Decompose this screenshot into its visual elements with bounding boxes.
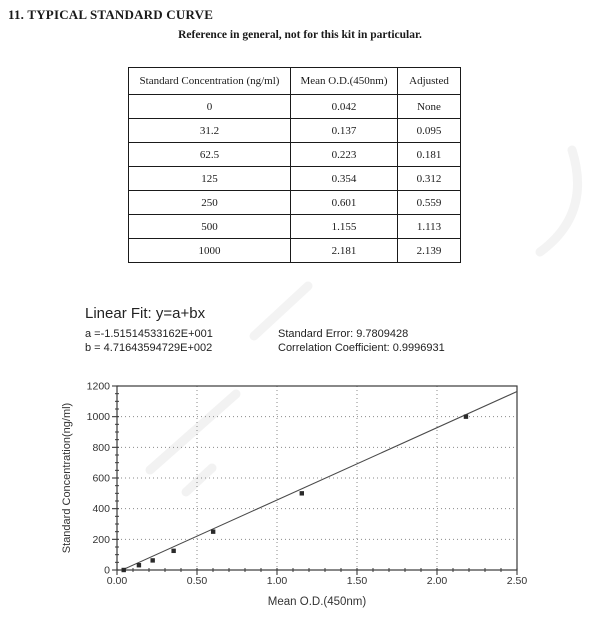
y-tick-label: 0	[104, 564, 110, 577]
table-cell: 500	[129, 215, 291, 239]
table-row	[129, 167, 461, 191]
reference-note: Reference in general, not for this kit in particular.	[178, 29, 422, 41]
section-heading: 11. TYPICAL STANDARD CURVE	[8, 7, 214, 22]
table-cell: 62.5	[129, 143, 291, 167]
data-point-marker	[137, 563, 141, 567]
table-cell: 0.559	[398, 191, 461, 215]
table-cell: 1.113	[398, 215, 461, 239]
table-cell: 0.095	[398, 119, 461, 143]
table-cell: 2.139	[398, 239, 461, 263]
table-cell: 0.223	[291, 143, 398, 167]
data-point-marker	[171, 549, 175, 553]
table-header-cell: Mean O.D.(450nm)	[291, 68, 398, 95]
table-cell: 0.354	[291, 167, 398, 191]
table-cell: 0.042	[291, 95, 398, 119]
fit-line	[122, 392, 517, 570]
linear-fit-title: Linear Fit: y=a+bx	[85, 305, 206, 322]
x-tick-label: 1.50	[346, 575, 368, 587]
table-row	[129, 143, 461, 167]
table-row	[129, 95, 461, 119]
standard-curve-table	[128, 67, 461, 263]
table-row	[129, 119, 461, 143]
x-tick-label: 0.50	[186, 575, 208, 587]
fit-correlation-coefficient: Correlation Coefficient: 0.9996931	[278, 342, 445, 354]
x-tick-label: 0.00	[106, 575, 128, 587]
table-cell: 0.312	[398, 167, 461, 191]
data-point-marker	[122, 568, 126, 572]
table-cell: 250	[129, 191, 291, 215]
y-tick-label: 800	[92, 441, 110, 454]
data-point-marker	[300, 491, 304, 495]
x-axis-label: Mean O.D.(450nm)	[267, 596, 367, 608]
table-header-row	[129, 68, 461, 95]
y-axis-label: Standard Concentration(ng/ml)	[61, 402, 73, 554]
data-point-marker	[150, 558, 154, 562]
table-cell: 1000	[129, 239, 291, 263]
table-row	[129, 191, 461, 215]
table-row	[129, 239, 461, 263]
y-tick-label: 1200	[86, 380, 110, 393]
table-header-cell: Adjusted	[398, 68, 461, 95]
fit-intercept-value: a =-1.51514533162E+001	[85, 328, 213, 340]
table-header-cell: Standard Concentration (ng/ml)	[129, 68, 291, 95]
fit-slope-value: b = 4.71643594729E+002	[85, 342, 213, 354]
data-point-marker	[211, 529, 215, 533]
y-tick-label: 200	[92, 533, 110, 546]
table-cell: 0	[129, 95, 291, 119]
x-tick-label: 1.00	[266, 575, 288, 587]
table-cell: 2.181	[291, 239, 398, 263]
standard-curve-chart	[0, 370, 600, 636]
table-cell: 31.2	[129, 119, 291, 143]
table-cell: 0.601	[291, 191, 398, 215]
table-cell: 1.155	[291, 215, 398, 239]
y-tick-label: 600	[92, 472, 110, 485]
x-tick-label: 2.50	[506, 575, 528, 587]
x-tick-label: 2.00	[426, 575, 448, 587]
y-tick-label: 1000	[86, 411, 110, 424]
table-cell: 0.181	[398, 143, 461, 167]
table-cell: 0.137	[291, 119, 398, 143]
linear-fit-stats	[85, 328, 445, 354]
fit-standard-error: Standard Error: 9.7809428	[278, 328, 409, 340]
table-row	[129, 215, 461, 239]
y-tick-label: 400	[92, 503, 110, 516]
table-cell: None	[398, 95, 461, 119]
table-cell: 125	[129, 167, 291, 191]
data-point-marker	[464, 414, 468, 418]
